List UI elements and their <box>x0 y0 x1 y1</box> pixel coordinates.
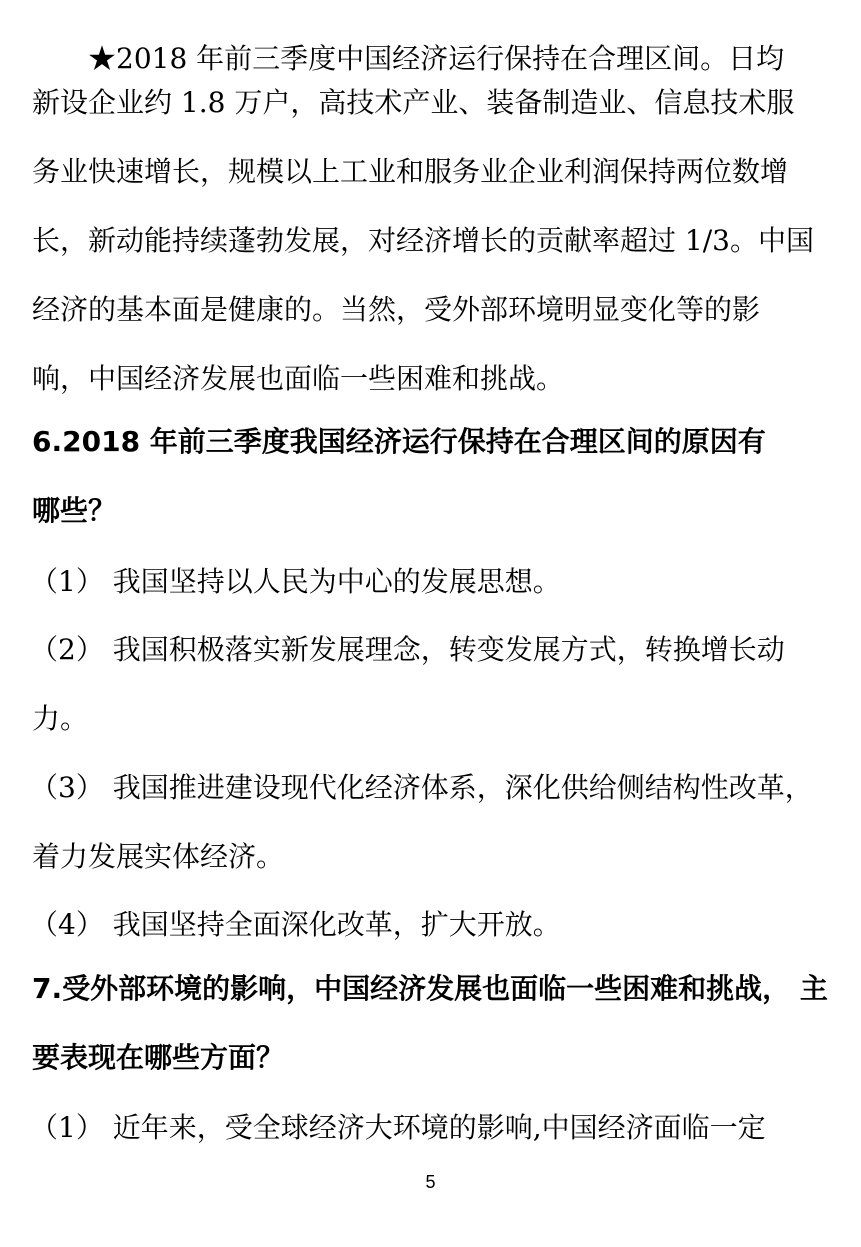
question-6-answer: （4） 我国坚持全面深化改革，扩大开放。 <box>30 908 561 941</box>
question-7-title: 要表现在哪些方面？ <box>32 1041 285 1074</box>
question-6-answer: 着力发展实体经济。 <box>32 840 285 873</box>
question-6-answer: （3） 我国推进建设现代化经济体系，深化供给侧结构性改革， <box>30 771 813 804</box>
intro-line: 长，新动能持续蓬勃发展，对经济增长的贡献率超过 1/3。中国 <box>32 224 814 257</box>
intro-line: ★2018 年前三季度中国经济运行保持在合理区间。日均 <box>88 42 785 75</box>
page-number: 5 <box>425 1172 436 1192</box>
intro-line: 经济的基本面是健康的。当然，受外部环境明显变化等的影 <box>32 293 761 326</box>
question-7-answer: （1） 近年来，受全球经济大环境的影响,中国经济面临一定 <box>30 1111 766 1144</box>
question-6-answer: 力。 <box>32 702 89 735</box>
question-6-title: 6.2018 年前三季度我国经济运行保持在合理区间的原因有 <box>32 425 766 458</box>
intro-line: 新设企业约 1.8 万户，高技术产业、装备制造业、信息技术服 <box>32 86 795 119</box>
intro-line: 务业快速增长，规模以上工业和服务业企业利润保持两位数增 <box>32 155 789 188</box>
question-6-title: 哪些？ <box>32 494 117 527</box>
question-6-answer: （2） 我国积极落实新发展理念，转变发展方式，转换增长动 <box>30 633 785 666</box>
question-6-answer: （1） 我国坚持以人民为中心的发展思想。 <box>30 565 561 598</box>
question-7-title: 7.受外部环境的影响，中国经济发展也面临一些困难和挑战， 主 <box>32 972 828 1005</box>
intro-line: 响，中国经济发展也面临一些困难和挑战。 <box>32 362 565 395</box>
